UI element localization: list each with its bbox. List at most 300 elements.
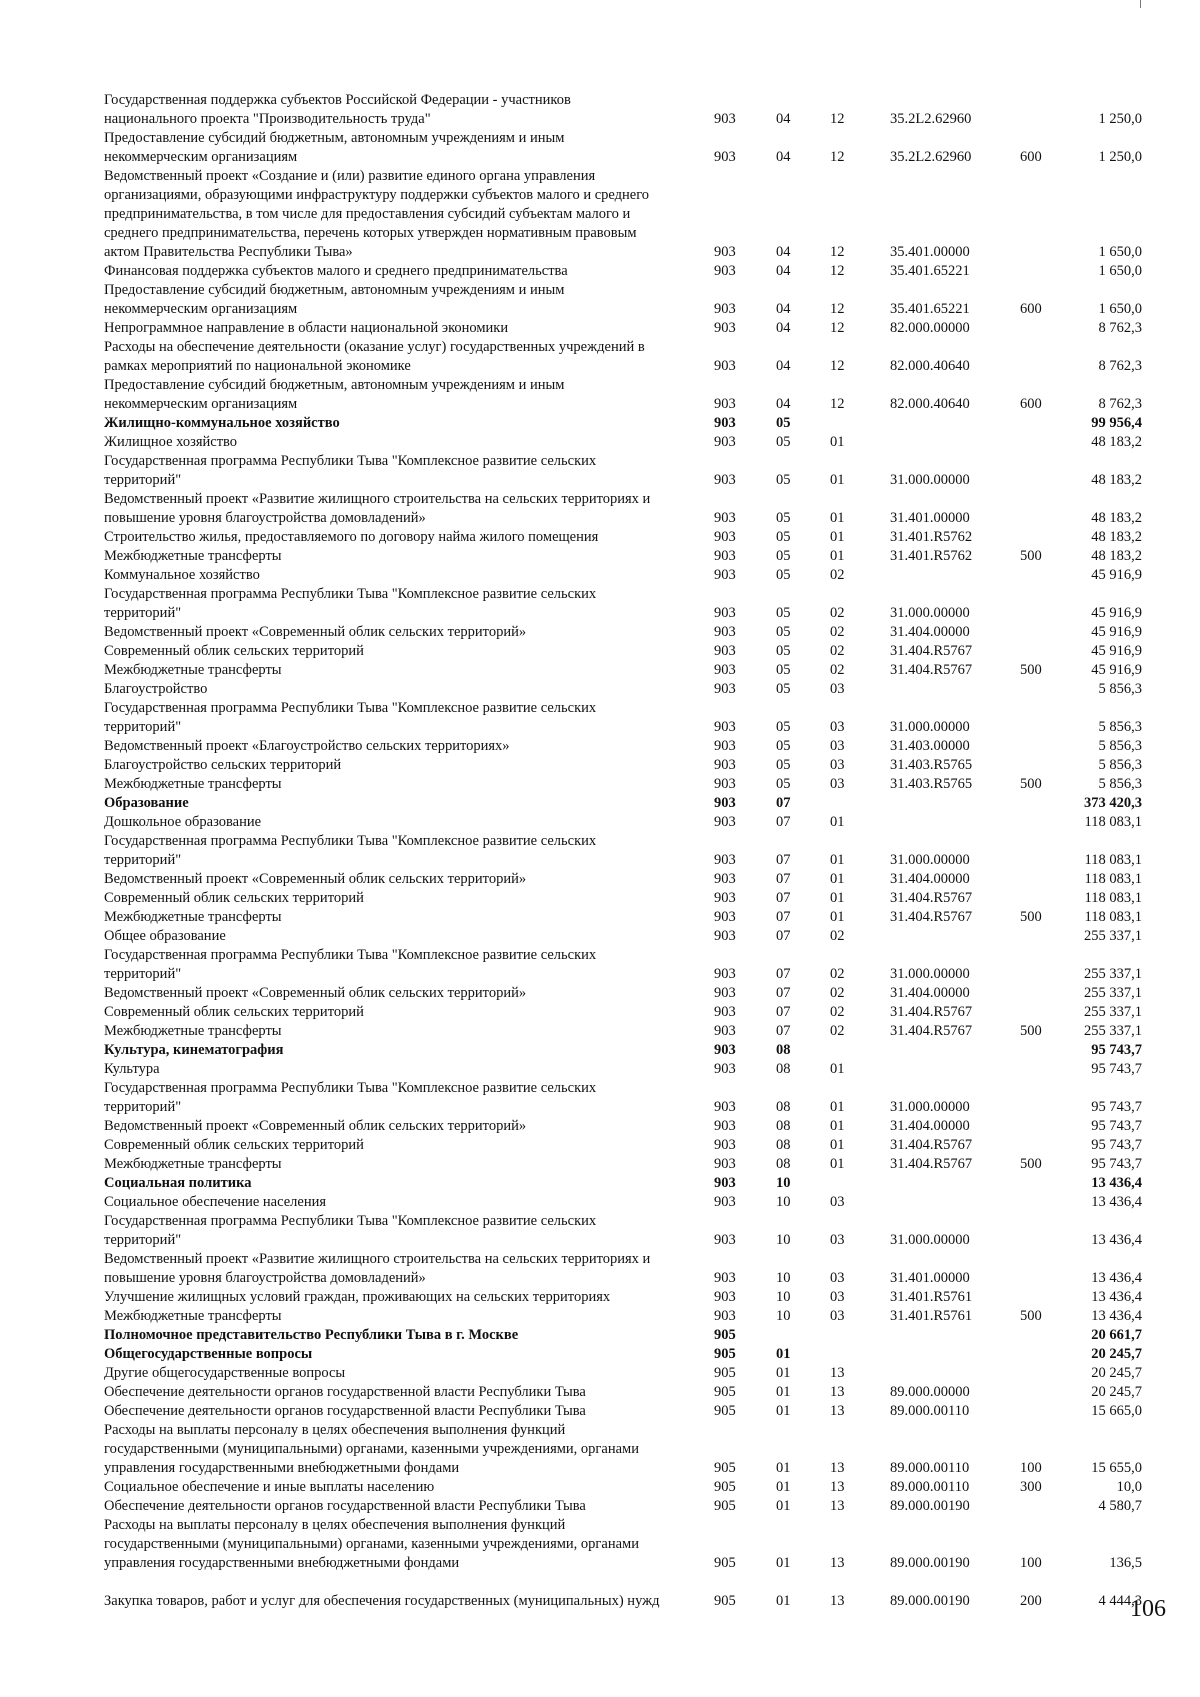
row-section-code: 10 xyxy=(776,1232,791,1248)
row-grbs-code: 903 xyxy=(714,852,736,868)
row-subsection-code: 01 xyxy=(830,852,845,868)
row-section-code: 05 xyxy=(776,415,791,431)
table-row xyxy=(0,566,1200,585)
row-section-code: 01 xyxy=(776,1479,791,1495)
table-row xyxy=(0,813,1200,832)
row-subsection-code: 13 xyxy=(830,1479,845,1495)
row-sum: 5 856,3 xyxy=(1098,776,1142,792)
row-target-article: 35.401.65221 xyxy=(890,301,970,317)
row-section-code: 05 xyxy=(776,643,791,659)
row-grbs-code: 903 xyxy=(714,301,736,317)
row-grbs-code: 903 xyxy=(714,1099,736,1115)
row-sum: 255 337,1 xyxy=(1084,966,1142,982)
row-subsection-code: 02 xyxy=(830,928,845,944)
row-name: Ведомственный проект «Создание и (или) развитие единого органа управления организациями, образующими инфраструктуру поддержки субъектов малого и среднего предпринимательства, в том числе для предоставления субсидий субъектам малого и среднего предпринимательства, перечень которых утвержден нормативным правовым актом Правительства Республики Тыва» xyxy=(104,168,650,260)
row-subsection-code: 12 xyxy=(830,358,845,374)
table-row xyxy=(0,528,1200,547)
row-sum: 4 580,7 xyxy=(1098,1498,1142,1514)
table-row xyxy=(0,1003,1200,1022)
row-grbs-code: 903 xyxy=(714,263,736,279)
table-row xyxy=(0,1364,1200,1383)
table-row xyxy=(0,737,1200,756)
row-target-article: 31.401.R5761 xyxy=(890,1289,973,1305)
row-section-code: 07 xyxy=(776,928,791,944)
table-row xyxy=(0,1326,1200,1345)
table-row xyxy=(0,1516,1200,1573)
row-expense-type: 100 xyxy=(1020,1555,1042,1571)
row-name: Культура xyxy=(104,1061,160,1077)
row-grbs-code: 903 xyxy=(714,1270,736,1286)
row-grbs-code: 903 xyxy=(714,548,736,564)
table-row xyxy=(0,585,1200,623)
row-sum: 95 743,7 xyxy=(1091,1137,1142,1153)
row-grbs-code: 903 xyxy=(714,1118,736,1134)
row-grbs-code: 903 xyxy=(714,624,736,640)
table-row xyxy=(0,1212,1200,1250)
row-sum: 1 650,0 xyxy=(1098,263,1142,279)
row-grbs-code: 903 xyxy=(714,757,736,773)
table-row xyxy=(0,490,1200,528)
row-section-code: 10 xyxy=(776,1308,791,1324)
row-target-article: 31.000.00000 xyxy=(890,966,970,982)
row-subsection-code: 03 xyxy=(830,1308,845,1324)
table-row xyxy=(0,1174,1200,1193)
table-row xyxy=(0,167,1200,262)
row-subsection-code: 01 xyxy=(830,909,845,925)
row-section-code: 05 xyxy=(776,681,791,697)
row-grbs-code: 903 xyxy=(714,358,736,374)
row-name: Ведомственный проект «Современный облик сельских территорий» xyxy=(104,624,527,640)
row-name: Улучшение жилищных условий граждан, проживающих на сельских территориях xyxy=(104,1289,611,1305)
table-row xyxy=(0,756,1200,775)
table-row xyxy=(0,984,1200,1003)
row-subsection-code: 03 xyxy=(830,1270,845,1286)
row-name: Расходы на выплаты персоналу в целях обеспечения выполнения функций государственными (муниципальными) органами, казенными учреждениями, органами управления государственными внебюджетными фондами xyxy=(104,1517,639,1571)
row-target-article: 89.000.00000 xyxy=(890,1384,970,1400)
row-grbs-code: 903 xyxy=(714,681,736,697)
row-grbs-code: 903 xyxy=(714,396,736,412)
table-row xyxy=(0,1079,1200,1117)
row-subsection-code: 01 xyxy=(830,434,845,450)
row-grbs-code: 903 xyxy=(714,111,736,127)
row-sum: 15 665,0 xyxy=(1091,1403,1142,1419)
row-subsection-code: 03 xyxy=(830,1194,845,1210)
row-name: Государственная программа Республики Тыва "Комплексное развитие сельских территорий" xyxy=(104,947,597,982)
row-target-article: 31.401.R5761 xyxy=(890,1308,973,1324)
row-section-code: 10 xyxy=(776,1289,791,1305)
row-subsection-code: 13 xyxy=(830,1460,845,1476)
row-section-code: 08 xyxy=(776,1061,791,1077)
row-subsection-code: 02 xyxy=(830,662,845,678)
row-sum: 255 337,1 xyxy=(1084,985,1142,1001)
row-grbs-code: 903 xyxy=(714,415,736,431)
row-subsection-code: 02 xyxy=(830,1004,845,1020)
row-name: Социальная политика xyxy=(104,1175,252,1191)
row-sum: 45 916,9 xyxy=(1091,605,1142,621)
table-row xyxy=(0,661,1200,680)
table-row xyxy=(0,452,1200,490)
row-section-code: 01 xyxy=(776,1365,791,1381)
row-sum: 48 183,2 xyxy=(1091,529,1142,545)
table-row xyxy=(0,927,1200,946)
row-sum: 8 762,3 xyxy=(1098,396,1142,412)
table-row xyxy=(0,262,1200,281)
row-sum: 118 083,1 xyxy=(1084,852,1142,868)
row-sum: 48 183,2 xyxy=(1091,434,1142,450)
row-section-code: 05 xyxy=(776,757,791,773)
row-grbs-code: 903 xyxy=(714,472,736,488)
row-grbs-code: 903 xyxy=(714,434,736,450)
row-grbs-code: 903 xyxy=(714,244,736,260)
row-name: Государственная программа Республики Тыва "Комплексное развитие сельских территорий" xyxy=(104,1080,597,1115)
row-sum: 13 436,4 xyxy=(1091,1270,1142,1286)
row-sum: 48 183,2 xyxy=(1091,510,1142,526)
row-section-code: 10 xyxy=(776,1175,791,1191)
row-subsection-code: 02 xyxy=(830,605,845,621)
table-row xyxy=(0,1288,1200,1307)
row-sum: 13 436,4 xyxy=(1091,1308,1142,1324)
row-sum: 95 743,7 xyxy=(1091,1099,1142,1115)
row-target-article: 35.401.00000 xyxy=(890,244,970,260)
row-subsection-code: 03 xyxy=(830,738,845,754)
row-subsection-code: 01 xyxy=(830,1118,845,1134)
table-row xyxy=(0,129,1200,167)
row-name: Строительство жилья, предоставляемого по договору найма жилого помещения xyxy=(104,529,599,545)
row-target-article: 31.000.00000 xyxy=(890,719,970,735)
row-grbs-code: 903 xyxy=(714,985,736,1001)
table-row xyxy=(0,775,1200,794)
table-row xyxy=(0,1041,1200,1060)
row-name: Государственная поддержка субъектов Российской Федерации - участников национального проекта "Производительность труда" xyxy=(104,92,571,127)
row-section-code: 10 xyxy=(776,1270,791,1286)
table-row xyxy=(0,1155,1200,1174)
row-sum: 15 655,0 xyxy=(1091,1460,1142,1476)
row-sum: 20 245,7 xyxy=(1091,1346,1142,1362)
row-name: Другие общегосударственные вопросы xyxy=(104,1365,346,1381)
row-grbs-code: 903 xyxy=(714,1289,736,1305)
table-row xyxy=(0,946,1200,984)
row-name: Образование xyxy=(104,795,189,811)
row-subsection-code: 12 xyxy=(830,263,845,279)
row-target-article: 31.401.R5762 xyxy=(890,529,973,545)
row-grbs-code: 905 xyxy=(714,1327,736,1343)
table-row xyxy=(0,376,1200,414)
row-name: Предоставление субсидий бюджетным, автономным учреждениям и иным некоммерческим организациям xyxy=(104,282,565,317)
row-section-code: 07 xyxy=(776,1023,791,1039)
row-section-code: 08 xyxy=(776,1118,791,1134)
table-row xyxy=(0,1402,1200,1421)
row-grbs-code: 903 xyxy=(714,662,736,678)
row-sum: 95 743,7 xyxy=(1091,1061,1142,1077)
row-section-code: 01 xyxy=(776,1403,791,1419)
row-subsection-code: 01 xyxy=(830,871,845,887)
row-name: Непрограммное направление в области национальной экономики xyxy=(104,320,509,336)
row-sum: 4 444,3 xyxy=(1098,1593,1142,1609)
row-name: Общегосударственные вопросы xyxy=(104,1346,313,1362)
row-expense-type: 200 xyxy=(1020,1593,1042,1609)
row-grbs-code: 905 xyxy=(714,1365,736,1381)
row-section-code: 05 xyxy=(776,719,791,735)
row-grbs-code: 903 xyxy=(714,1004,736,1020)
table-row xyxy=(0,699,1200,737)
row-name: Расходы на обеспечение деятельности (оказание услуг) государственных учреждений в рамках мероприятий по национальной экономике xyxy=(104,339,645,374)
row-subsection-code: 13 xyxy=(830,1593,845,1609)
row-grbs-code: 903 xyxy=(714,1308,736,1324)
row-target-article: 89.000.00190 xyxy=(890,1593,970,1609)
row-name: Социальное обеспечение населения xyxy=(104,1194,327,1210)
row-subsection-code: 02 xyxy=(830,985,845,1001)
row-target-article: 35.401.65221 xyxy=(890,263,970,279)
row-subsection-code: 02 xyxy=(830,567,845,583)
row-section-code: 07 xyxy=(776,852,791,868)
row-grbs-code: 905 xyxy=(714,1460,736,1476)
row-subsection-code: 13 xyxy=(830,1365,845,1381)
row-sum: 8 762,3 xyxy=(1098,320,1142,336)
row-name: Обеспечение деятельности органов государственной власти Республики Тыва xyxy=(104,1498,586,1514)
row-sum: 45 916,9 xyxy=(1091,624,1142,640)
row-section-code: 08 xyxy=(776,1099,791,1115)
row-section-code: 05 xyxy=(776,624,791,640)
row-sum: 1 650,0 xyxy=(1098,244,1142,260)
row-target-article: 31.404.00000 xyxy=(890,871,970,887)
row-target-article: 89.000.00190 xyxy=(890,1555,970,1571)
row-sum: 5 856,3 xyxy=(1098,719,1142,735)
row-target-article: 31.404.00000 xyxy=(890,985,970,1001)
row-section-code: 04 xyxy=(776,301,791,317)
row-name: Ведомственный проект «Благоустройство сельских территориях» xyxy=(104,738,510,754)
table-row xyxy=(0,1497,1200,1516)
row-sum: 20 245,7 xyxy=(1091,1384,1142,1400)
table-row xyxy=(0,319,1200,338)
row-target-article: 31.401.00000 xyxy=(890,510,970,526)
table-row xyxy=(0,414,1200,433)
row-name: Благоустройство сельских территорий xyxy=(104,757,342,773)
row-grbs-code: 903 xyxy=(714,776,736,792)
row-subsection-code: 13 xyxy=(830,1498,845,1514)
row-target-article: 82.000.00000 xyxy=(890,320,970,336)
row-subsection-code: 03 xyxy=(830,719,845,735)
row-target-article: 31.404.R5767 xyxy=(890,1137,973,1153)
row-section-code: 07 xyxy=(776,795,791,811)
row-grbs-code: 905 xyxy=(714,1403,736,1419)
row-section-code: 05 xyxy=(776,529,791,545)
row-sum: 118 083,1 xyxy=(1084,909,1142,925)
row-name: Межбюджетные трансферты xyxy=(104,662,282,678)
table-row xyxy=(0,642,1200,661)
row-grbs-code: 903 xyxy=(714,1042,736,1058)
row-name: Государственная программа Республики Тыва "Комплексное развитие сельских территорий" xyxy=(104,453,597,488)
row-section-code: 07 xyxy=(776,871,791,887)
row-name: Межбюджетные трансферты xyxy=(104,1156,282,1172)
row-grbs-code: 905 xyxy=(714,1498,736,1514)
row-name: Современный облик сельских территорий xyxy=(104,1004,364,1020)
row-grbs-code: 903 xyxy=(714,814,736,830)
row-section-code: 04 xyxy=(776,263,791,279)
row-grbs-code: 903 xyxy=(714,871,736,887)
row-section-code: 04 xyxy=(776,149,791,165)
row-section-code: 01 xyxy=(776,1384,791,1400)
row-name: Жилищное хозяйство xyxy=(104,434,238,450)
row-subsection-code: 13 xyxy=(830,1403,845,1419)
row-name: Культура, кинематография xyxy=(104,1042,284,1058)
row-section-code: 05 xyxy=(776,548,791,564)
row-grbs-code: 903 xyxy=(714,567,736,583)
row-subsection-code: 12 xyxy=(830,301,845,317)
row-target-article: 31.401.00000 xyxy=(890,1270,970,1286)
row-sum: 13 436,4 xyxy=(1091,1289,1142,1305)
row-subsection-code: 01 xyxy=(830,1137,845,1153)
row-section-code: 10 xyxy=(776,1194,791,1210)
row-grbs-code: 903 xyxy=(714,1156,736,1172)
row-grbs-code: 905 xyxy=(714,1479,736,1495)
table-row xyxy=(0,623,1200,642)
row-sum: 95 743,7 xyxy=(1091,1042,1142,1058)
table-row xyxy=(0,680,1200,699)
row-section-code: 07 xyxy=(776,890,791,906)
row-sum: 5 856,3 xyxy=(1098,757,1142,773)
row-section-code: 01 xyxy=(776,1498,791,1514)
row-section-code: 05 xyxy=(776,738,791,754)
row-target-article: 35.2L2.62960 xyxy=(890,149,972,165)
row-sum: 48 183,2 xyxy=(1091,548,1142,564)
row-subsection-code: 12 xyxy=(830,111,845,127)
row-name: Предоставление субсидий бюджетным, автономным учреждениям и иным некоммерческим организациям xyxy=(104,377,565,412)
table-row xyxy=(0,1478,1200,1497)
row-target-article: 82.000.40640 xyxy=(890,358,970,374)
row-name: Ведомственный проект «Современный облик сельских территорий» xyxy=(104,985,527,1001)
row-name: Предоставление субсидий бюджетным, автономным учреждениям и иным некоммерческим организациям xyxy=(104,130,565,165)
row-expense-type: 600 xyxy=(1020,396,1042,412)
row-section-code: 01 xyxy=(776,1460,791,1476)
row-grbs-code: 903 xyxy=(714,966,736,982)
row-name: Дошкольное образование xyxy=(104,814,262,830)
table-row xyxy=(0,547,1200,566)
row-grbs-code: 903 xyxy=(714,890,736,906)
row-name: Межбюджетные трансферты xyxy=(104,776,282,792)
table-row xyxy=(0,1383,1200,1402)
row-target-article: 31.404.R5767 xyxy=(890,890,973,906)
row-target-article: 31.404.00000 xyxy=(890,624,970,640)
row-section-code: 07 xyxy=(776,1004,791,1020)
row-name: Ведомственный проект «Современный облик сельских территорий» xyxy=(104,871,527,887)
row-sum: 99 956,4 xyxy=(1091,415,1142,431)
row-section-code: 07 xyxy=(776,814,791,830)
row-name: Обеспечение деятельности органов государственной власти Республики Тыва xyxy=(104,1403,586,1419)
row-section-code: 04 xyxy=(776,396,791,412)
row-target-article: 31.403.00000 xyxy=(890,738,970,754)
row-section-code: 05 xyxy=(776,662,791,678)
row-grbs-code: 903 xyxy=(714,643,736,659)
table-row xyxy=(0,1136,1200,1155)
row-name: Государственная программа Республики Тыва "Комплексное развитие сельских территорий" xyxy=(104,833,597,868)
row-subsection-code: 12 xyxy=(830,149,845,165)
row-sum: 118 083,1 xyxy=(1084,871,1142,887)
table-row xyxy=(0,338,1200,376)
row-sum: 255 337,1 xyxy=(1084,1023,1142,1039)
row-subsection-code: 03 xyxy=(830,757,845,773)
row-grbs-code: 905 xyxy=(714,1346,736,1362)
row-sum: 45 916,9 xyxy=(1091,567,1142,583)
row-sum: 13 436,4 xyxy=(1091,1232,1142,1248)
row-grbs-code: 903 xyxy=(714,320,736,336)
row-target-article: 31.401.R5762 xyxy=(890,548,973,564)
table-row xyxy=(0,870,1200,889)
row-name: Межбюджетные трансферты xyxy=(104,1308,282,1324)
row-expense-type: 100 xyxy=(1020,1460,1042,1476)
row-subsection-code: 01 xyxy=(830,1099,845,1115)
row-subsection-code: 12 xyxy=(830,396,845,412)
row-sum: 8 762,3 xyxy=(1098,358,1142,374)
row-name: Обеспечение деятельности органов государственной власти Республики Тыва xyxy=(104,1384,586,1400)
row-subsection-code: 12 xyxy=(830,244,845,260)
row-grbs-code: 903 xyxy=(714,1232,736,1248)
row-name: Финансовая поддержка субъектов малого и среднего предпринимательства xyxy=(104,263,568,279)
row-sum: 255 337,1 xyxy=(1084,928,1142,944)
row-section-code: 05 xyxy=(776,472,791,488)
row-subsection-code: 03 xyxy=(830,1232,845,1248)
row-sum: 20 661,7 xyxy=(1091,1327,1142,1343)
row-grbs-code: 903 xyxy=(714,1194,736,1210)
row-expense-type: 600 xyxy=(1020,149,1042,165)
row-section-code: 04 xyxy=(776,320,791,336)
row-name: Ведомственный проект «Современный облик сельских территорий» xyxy=(104,1118,527,1134)
row-target-article: 31.404.R5767 xyxy=(890,1004,973,1020)
row-name: Социальное обеспечение и иные выплаты населению xyxy=(104,1479,435,1495)
row-name: Современный облик сельских территорий xyxy=(104,890,364,906)
row-grbs-code: 903 xyxy=(714,1023,736,1039)
table-row xyxy=(0,1060,1200,1079)
row-section-code: 08 xyxy=(776,1156,791,1172)
row-section-code: 04 xyxy=(776,358,791,374)
row-subsection-code: 01 xyxy=(830,814,845,830)
row-grbs-code: 903 xyxy=(714,928,736,944)
row-subsection-code: 13 xyxy=(830,1555,845,1571)
row-grbs-code: 903 xyxy=(714,1175,736,1191)
row-target-article: 31.404.00000 xyxy=(890,1118,970,1134)
row-expense-type: 500 xyxy=(1020,662,1042,678)
row-grbs-code: 903 xyxy=(714,909,736,925)
row-subsection-code: 01 xyxy=(830,1061,845,1077)
row-name: Коммунальное хозяйство xyxy=(104,567,260,583)
row-sum: 118 083,1 xyxy=(1084,814,1142,830)
row-sum: 95 743,7 xyxy=(1091,1118,1142,1134)
row-expense-type: 500 xyxy=(1020,909,1042,925)
row-subsection-code: 13 xyxy=(830,1384,845,1400)
page-number: 106 xyxy=(1130,1596,1166,1622)
row-target-article: 31.000.00000 xyxy=(890,605,970,621)
row-subsection-code: 01 xyxy=(830,890,845,906)
row-section-code: 05 xyxy=(776,510,791,526)
row-name: Государственная программа Республики Тыва "Комплексное развитие сельских территорий" xyxy=(104,700,597,735)
row-subsection-code: 01 xyxy=(830,548,845,564)
row-grbs-code: 903 xyxy=(714,1137,736,1153)
table-row xyxy=(0,281,1200,319)
row-target-article: 31.404.R5767 xyxy=(890,909,973,925)
table-row xyxy=(0,1022,1200,1041)
row-target-article: 35.2L2.62960 xyxy=(890,111,972,127)
row-target-article: 31.000.00000 xyxy=(890,1232,970,1248)
row-grbs-code: 903 xyxy=(714,738,736,754)
row-expense-type: 500 xyxy=(1020,1308,1042,1324)
row-target-article: 31.404.R5767 xyxy=(890,643,973,659)
row-grbs-code: 903 xyxy=(714,149,736,165)
row-name: Межбюджетные трансферты xyxy=(104,548,282,564)
row-section-code: 01 xyxy=(776,1555,791,1571)
row-name: Государственная программа Республики Тыва "Комплексное развитие сельских территорий" xyxy=(104,586,597,621)
row-expense-type: 300 xyxy=(1020,1479,1042,1495)
table-row xyxy=(0,1117,1200,1136)
row-sum: 136,5 xyxy=(1109,1555,1142,1571)
